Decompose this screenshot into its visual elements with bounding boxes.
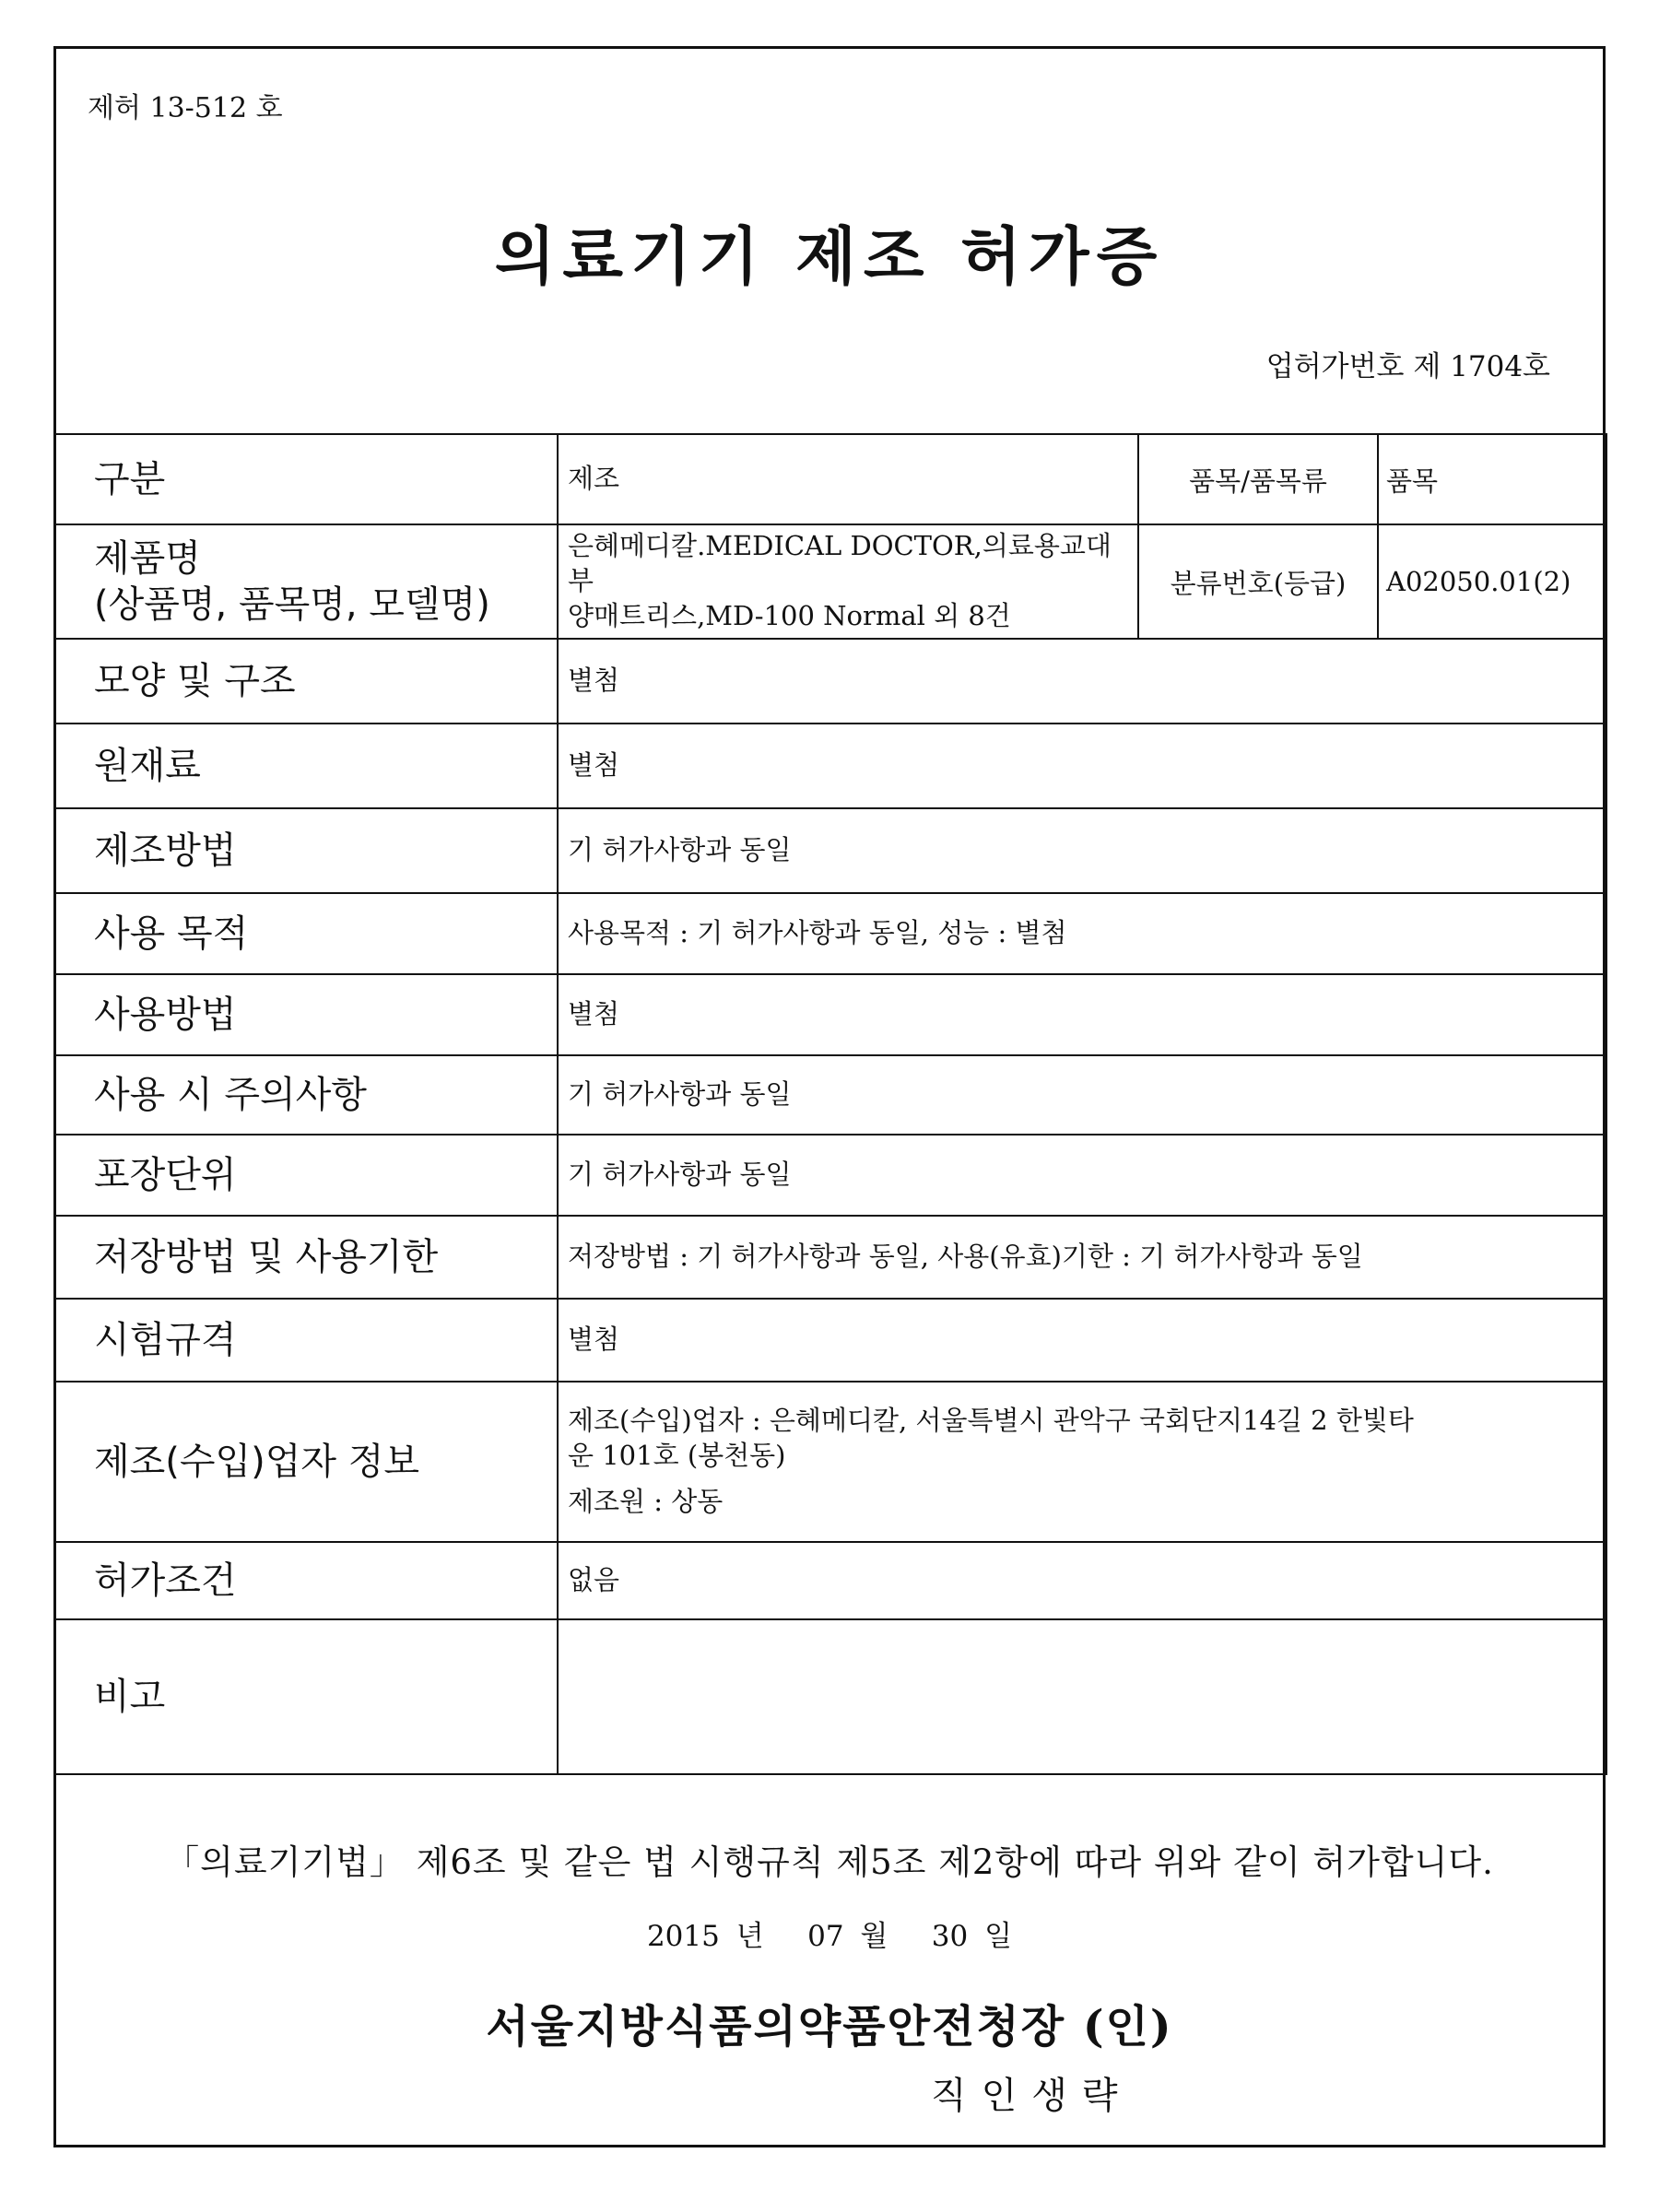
classification-label: 분류번호(등급) (1138, 524, 1378, 639)
license-conditions-label: 허가조건 (54, 1542, 558, 1619)
table-row (54, 1055, 1606, 1135)
table-row-remarks (54, 1619, 1606, 1774)
table-row (54, 974, 1606, 1055)
category-value: 제조 (558, 434, 1138, 524)
shape-structure-value: 별첨 (558, 639, 1606, 724)
raw-materials-label: 원재료 (54, 724, 558, 808)
issue-date (0, 1912, 1659, 1954)
issue-year-unit: 년 (735, 1920, 764, 1953)
table-row (54, 1216, 1606, 1299)
table-row-category (54, 434, 1606, 524)
table-row (54, 808, 1606, 893)
packaging-unit-label: 포장단위 (54, 1135, 558, 1216)
issue-month-unit: 월 (860, 1920, 888, 1953)
table-row (54, 724, 1606, 808)
product-name-label-line1: 제품명 (94, 537, 201, 580)
table-row-product (54, 524, 1606, 639)
table-row-manufacturer (54, 1382, 1606, 1542)
shape-structure-label: 모양 및 구조 (54, 639, 558, 724)
manufacturer-line1: 제조(수입)업자 : 은혜메디칼, 서울특별시 관악구 국회단지14길 2 한빛타 (568, 1405, 1414, 1437)
table-row (54, 893, 1606, 974)
manufacturer-info-value (558, 1382, 1606, 1542)
test-standard-label: 시험규격 (54, 1299, 558, 1382)
issue-day-unit: 일 (984, 1920, 1013, 1953)
manufacturer-info-label: 제조(수입)업자 정보 (54, 1382, 558, 1542)
test-standard-value: 별첨 (558, 1299, 1606, 1382)
remarks-value (558, 1619, 1606, 1774)
classification-value: A02050.01(2) (1378, 524, 1606, 639)
spacer (568, 1474, 1598, 1485)
item-type-label: 품목/품목류 (1138, 434, 1378, 524)
business-license-number: 업허가번호 제 1704호 (1265, 350, 1550, 383)
packaging-unit-value: 기 허가사항과 동일 (558, 1135, 1606, 1216)
table-row (54, 1299, 1606, 1382)
raw-materials-value: 별첨 (558, 724, 1606, 808)
storage-expiry-value: 저장방법 : 기 허가사항과 동일, 사용(유효)기한 : 기 허가사항과 동일 (558, 1216, 1606, 1299)
issue-day: 30 (931, 1920, 969, 1953)
usage-method-value: 별첨 (558, 974, 1606, 1055)
manufacturing-method-label: 제조방법 (54, 808, 558, 893)
precautions-label: 사용 시 주의사항 (54, 1055, 558, 1135)
issue-year: 2015 (646, 1920, 720, 1953)
item-type-value: 품목 (1378, 434, 1606, 524)
certificate-table (53, 433, 1607, 1775)
manufacturer-line2: 운 101호 (봉천동) (568, 1440, 786, 1472)
storage-expiry-label: 저장방법 및 사용기한 (54, 1216, 558, 1299)
table-row (54, 639, 1606, 724)
manufacturing-method-value: 기 허가사항과 동일 (558, 808, 1606, 893)
issue-month: 07 (807, 1920, 844, 1953)
document-title: 의료기기 제조 허가증 (494, 221, 1165, 294)
purpose-of-use-label: 사용 목적 (54, 893, 558, 974)
product-name-label (54, 524, 558, 639)
table-row-conditions (54, 1542, 1606, 1619)
precautions-value: 기 허가사항과 동일 (558, 1055, 1606, 1135)
seal-omitted-note: 직인생략 (931, 2075, 1133, 2117)
manufacturer-line3: 제조원 : 상동 (568, 1485, 724, 1517)
remarks-label: 비고 (54, 1619, 558, 1774)
category-label: 구분 (54, 434, 558, 524)
table-row (54, 1135, 1606, 1216)
product-name-value-line2: 양매트리스,MD-100 Normal 외 8건 (568, 599, 1011, 631)
legal-statement: 「의료기기법」 제6조 및 같은 법 시행규칙 제5조 제2항에 따라 위와 같이 허가합니다. (165, 1842, 1494, 1882)
purpose-of-use-value: 사용목적 : 기 허가사항과 동일, 성능 : 별첨 (558, 893, 1606, 974)
product-name-label-line2: (상품명, 품목명, 모델명) (94, 583, 490, 626)
usage-method-label: 사용방법 (54, 974, 558, 1055)
product-name-value-line1: 은혜메디칼.MEDICAL DOCTOR,의료용교대부 (568, 530, 1112, 597)
product-name-value (558, 524, 1138, 639)
document-number: 제허 13-512 호 (88, 92, 283, 124)
license-conditions-value: 없음 (558, 1542, 1606, 1619)
issuing-authority: 서울지방식품의약품안전청장 (인) (486, 2001, 1173, 2053)
